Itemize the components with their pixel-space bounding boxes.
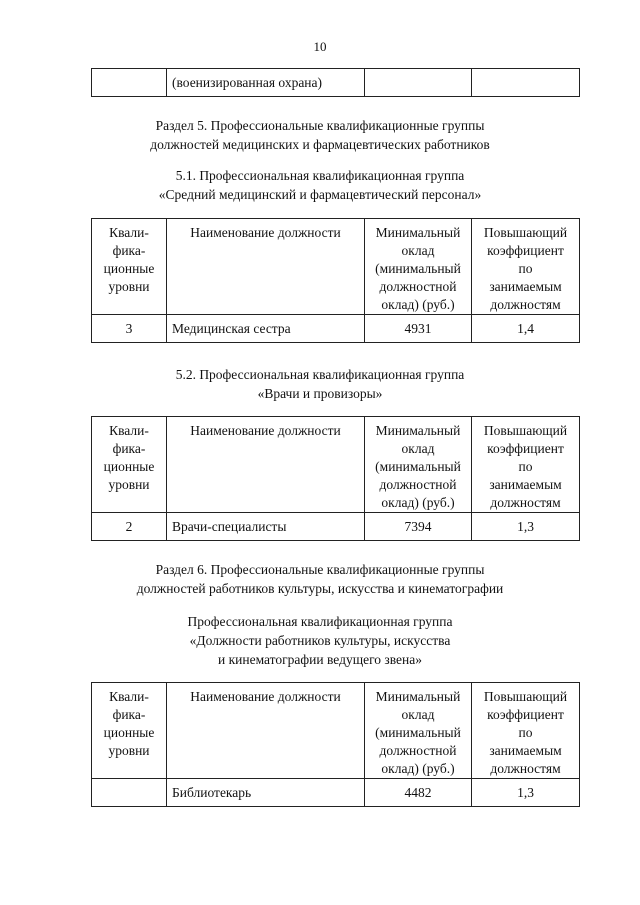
table-row: [92, 513, 580, 541]
table-cell: Медицинская сестра: [167, 315, 365, 343]
group-5-2-title: 5.2. Профессиональная квалификационная группа «Врачи и провизоры»: [175, 367, 465, 401]
table-cell: 1,3: [472, 779, 580, 807]
header-position-name: Наименование должности: [167, 417, 365, 513]
header-level: Квали- фика- ционные уровни: [92, 417, 167, 513]
table-row: [92, 779, 580, 807]
group-5-1-title: 5.1. Профессиональная квалификационная группа «Средний медицинский и фармацевтический персонал»: [158, 168, 482, 202]
header-coefficient: Повышающий коэффициент по занимаемым должностям: [472, 683, 580, 779]
table-header-row: [92, 683, 580, 779]
table-cell: Врачи-специалисты: [167, 513, 365, 541]
table-cell: [92, 69, 167, 97]
header-level: Квали- фика- ционные уровни: [92, 683, 167, 779]
table-cell: 7394: [365, 513, 472, 541]
header-position-name: Наименование должности: [167, 219, 365, 315]
table-cell: 3: [92, 315, 167, 343]
table-cell: 1,4: [472, 315, 580, 343]
table-header-row: [92, 219, 580, 315]
table-cell: 2: [92, 513, 167, 541]
table-header-row: [92, 417, 580, 513]
header-position-name: Наименование должности: [167, 683, 365, 779]
header-level: Квали- фика- ционные уровни: [92, 219, 167, 315]
table-5-2: [91, 416, 580, 541]
table-cell: [472, 69, 580, 97]
section-6-heading: Раздел 6. Профессиональные квалификационные группы должностей работников культуры, искусства и кинематографии: [136, 562, 504, 596]
table-cell: Библиотекарь: [167, 779, 365, 807]
table-6: [91, 682, 580, 807]
table-cell: [365, 69, 472, 97]
table-cell: 1,3: [472, 513, 580, 541]
section-5-heading: Раздел 5. Профессиональные квалификационные группы должностей медицинских и фармацевтических работников: [150, 118, 490, 152]
header-min-salary: Минимальный оклад (минимальный должностной оклад) (руб.): [365, 219, 472, 315]
table-cell: 4931: [365, 315, 472, 343]
table-row: [92, 69, 580, 97]
header-min-salary: Минимальный оклад (минимальный должностной оклад) (руб.): [365, 417, 472, 513]
header-coefficient: Повышающий коэффициент по занимаемым должностям: [472, 219, 580, 315]
table-cell: (военизированная охрана): [167, 69, 365, 97]
table-5-1: [91, 218, 580, 343]
header-coefficient: Повышающий коэффициент по занимаемым должностям: [472, 417, 580, 513]
continuation-table: [91, 68, 580, 97]
table-cell: 4482: [365, 779, 472, 807]
header-min-salary: Минимальный оклад (минимальный должностной оклад) (руб.): [365, 683, 472, 779]
table-row: [92, 315, 580, 343]
table-cell: [92, 779, 167, 807]
group-6-title: Профессиональная квалификационная группа «Должности работников культуры, искусства и кинематографии ведущего звена»: [187, 614, 453, 667]
page-number: 10: [313, 39, 327, 54]
